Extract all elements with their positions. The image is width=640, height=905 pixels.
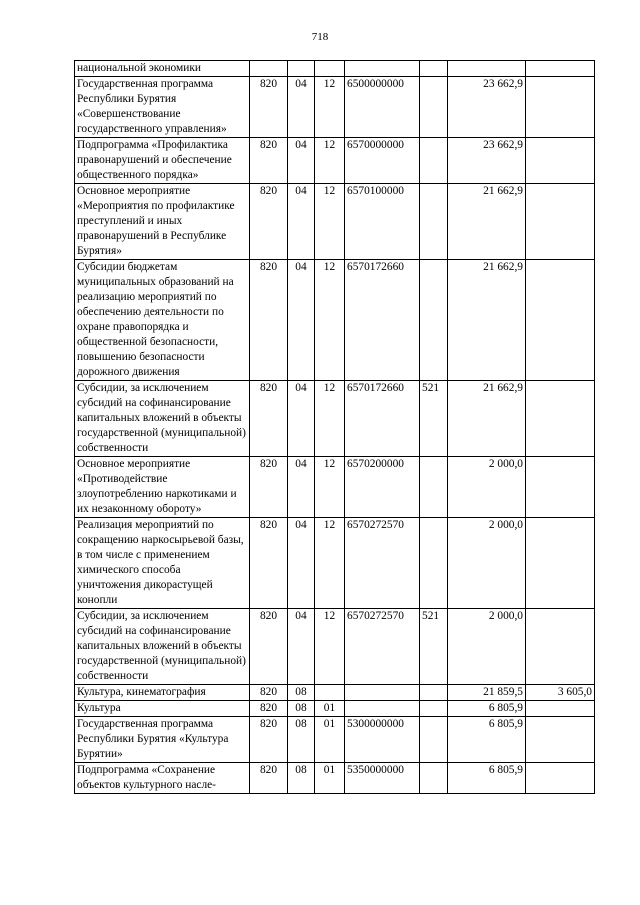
row-grbs-cell: 820 xyxy=(250,685,288,701)
table-row xyxy=(75,518,595,609)
row-target-article-cell: 6570172660 xyxy=(345,260,420,381)
row-grbs-cell: 820 xyxy=(250,701,288,717)
row-subsection-cell: 12 xyxy=(315,381,345,457)
row-name-cell: Культура, кинематография xyxy=(75,685,250,701)
row-grbs-cell: 820 xyxy=(250,457,288,518)
row-target-article-cell xyxy=(345,685,420,701)
row-subsection-cell: 12 xyxy=(315,457,345,518)
row-amount-cell: 21 662,9 xyxy=(448,184,526,260)
row-target-article-cell: 6570272570 xyxy=(345,518,420,609)
row-section-cell: 04 xyxy=(288,457,315,518)
row-grbs-cell xyxy=(250,61,288,77)
row-grbs-cell: 820 xyxy=(250,184,288,260)
row-subsection-cell: 12 xyxy=(315,77,345,138)
row-expense-type-cell xyxy=(420,138,448,184)
row-amount-cell: 6 805,9 xyxy=(448,763,526,794)
row-expense-type-cell xyxy=(420,685,448,701)
row-section-cell: 04 xyxy=(288,184,315,260)
row-subsection-cell: 12 xyxy=(315,260,345,381)
row-target-article-cell: 6570172660 xyxy=(345,381,420,457)
table-body xyxy=(75,61,595,794)
row-extra-amount-cell: 3 605,0 xyxy=(526,685,595,701)
row-grbs-cell: 820 xyxy=(250,77,288,138)
row-name-cell: Субсидии, за исключением субсидий на софинансирование капитальных вложений в объекты государственной (муниципальной) собственности xyxy=(75,609,250,685)
row-name-cell: Основное мероприятие «Противодействие злоупотреблению наркотиками и их незаконному обороту» xyxy=(75,457,250,518)
row-section-cell: 04 xyxy=(288,77,315,138)
row-name-cell: Культура xyxy=(75,701,250,717)
row-target-article-cell: 6500000000 xyxy=(345,77,420,138)
row-target-article-cell: 6570200000 xyxy=(345,457,420,518)
row-section-cell: 08 xyxy=(288,717,315,763)
row-expense-type-cell xyxy=(420,77,448,138)
row-subsection-cell: 01 xyxy=(315,717,345,763)
row-subsection-cell xyxy=(315,61,345,77)
row-subsection-cell: 01 xyxy=(315,701,345,717)
row-extra-amount-cell xyxy=(526,77,595,138)
row-expense-type-cell: 521 xyxy=(420,609,448,685)
row-expense-type-cell xyxy=(420,518,448,609)
row-expense-type-cell xyxy=(420,457,448,518)
budget-table xyxy=(74,60,595,794)
row-target-article-cell: 6570100000 xyxy=(345,184,420,260)
row-extra-amount-cell xyxy=(526,717,595,763)
table-row xyxy=(75,685,595,701)
row-extra-amount-cell xyxy=(526,61,595,77)
row-grbs-cell: 820 xyxy=(250,381,288,457)
row-subsection-cell: 12 xyxy=(315,184,345,260)
row-name-cell: Основное мероприятие «Мероприятия по профилактике преступлений и иных правонарушений в Республике Бурятия» xyxy=(75,184,250,260)
row-extra-amount-cell xyxy=(526,260,595,381)
row-subsection-cell: 01 xyxy=(315,763,345,794)
row-expense-type-cell xyxy=(420,184,448,260)
row-extra-amount-cell xyxy=(526,763,595,794)
row-grbs-cell: 820 xyxy=(250,518,288,609)
table-row xyxy=(75,260,595,381)
row-expense-type-cell xyxy=(420,717,448,763)
row-name-cell: Государственная программа Республики Бурятия «Совершенствование государственного управления» xyxy=(75,77,250,138)
row-expense-type-cell xyxy=(420,763,448,794)
row-name-cell: Субсидии, за исключением субсидий на софинансирование капитальных вложений в объекты государственной (муниципальной) собственности xyxy=(75,381,250,457)
row-amount-cell: 6 805,9 xyxy=(448,701,526,717)
row-expense-type-cell xyxy=(420,260,448,381)
row-name-cell: Подпрограмма «Сохранение объектов культурного насле- xyxy=(75,763,250,794)
row-extra-amount-cell xyxy=(526,701,595,717)
row-name-cell: Реализация мероприятий по сокращению наркосырьевой базы, в том числе с применением химического способа уничтожения дикорастущей конопли xyxy=(75,518,250,609)
row-section-cell: 04 xyxy=(288,381,315,457)
row-extra-amount-cell xyxy=(526,609,595,685)
table-row xyxy=(75,77,595,138)
row-target-article-cell: 6570272570 xyxy=(345,609,420,685)
page-number: 718 xyxy=(311,31,329,43)
row-amount-cell: 6 805,9 xyxy=(448,717,526,763)
row-target-article-cell: 5300000000 xyxy=(345,717,420,763)
row-section-cell: 08 xyxy=(288,701,315,717)
row-section-cell: 04 xyxy=(288,609,315,685)
row-subsection-cell: 12 xyxy=(315,138,345,184)
table-row xyxy=(75,609,595,685)
row-section-cell: 04 xyxy=(288,260,315,381)
row-expense-type-cell xyxy=(420,61,448,77)
row-section-cell: 04 xyxy=(288,138,315,184)
row-amount-cell: 2 000,0 xyxy=(448,609,526,685)
row-target-article-cell: 6570000000 xyxy=(345,138,420,184)
row-name-cell: Подпрограмма «Профилактика правонарушений и обеспечение общественного порядка» xyxy=(75,138,250,184)
row-extra-amount-cell xyxy=(526,138,595,184)
row-amount-cell xyxy=(448,61,526,77)
table-row xyxy=(75,381,595,457)
row-section-cell: 08 xyxy=(288,685,315,701)
row-name-cell: Субсидии бюджетам муниципальных образований на реализацию мероприятий по обеспечению деятельности по охране правопорядка и общественной безопасности, повышению безопасности дорожного движения xyxy=(75,260,250,381)
row-section-cell: 04 xyxy=(288,518,315,609)
row-amount-cell: 23 662,9 xyxy=(448,138,526,184)
row-amount-cell: 2 000,0 xyxy=(448,518,526,609)
row-grbs-cell: 820 xyxy=(250,609,288,685)
row-expense-type-cell xyxy=(420,701,448,717)
row-target-article-cell xyxy=(345,701,420,717)
table-row xyxy=(75,61,595,77)
row-section-cell: 08 xyxy=(288,763,315,794)
row-expense-type-cell: 521 xyxy=(420,381,448,457)
row-target-article-cell xyxy=(345,61,420,77)
row-amount-cell: 2 000,0 xyxy=(448,457,526,518)
table-row xyxy=(75,717,595,763)
row-extra-amount-cell xyxy=(526,184,595,260)
row-subsection-cell: 12 xyxy=(315,609,345,685)
row-grbs-cell: 820 xyxy=(250,138,288,184)
row-grbs-cell: 820 xyxy=(250,717,288,763)
table-row xyxy=(75,184,595,260)
row-name-cell: национальной экономики xyxy=(75,61,250,77)
row-name-cell: Государственная программа Республики Бурятия «Культура Бурятии» xyxy=(75,717,250,763)
row-extra-amount-cell xyxy=(526,457,595,518)
table-row xyxy=(75,457,595,518)
table-row xyxy=(75,763,595,794)
table-row xyxy=(75,701,595,717)
row-amount-cell: 21 662,9 xyxy=(448,260,526,381)
row-extra-amount-cell xyxy=(526,518,595,609)
table-row xyxy=(75,138,595,184)
row-amount-cell: 21 662,9 xyxy=(448,381,526,457)
row-amount-cell: 21 859,5 xyxy=(448,685,526,701)
row-grbs-cell: 820 xyxy=(250,763,288,794)
row-extra-amount-cell xyxy=(526,381,595,457)
row-subsection-cell: 12 xyxy=(315,518,345,609)
row-section-cell xyxy=(288,61,315,77)
row-grbs-cell: 820 xyxy=(250,260,288,381)
row-subsection-cell xyxy=(315,685,345,701)
row-amount-cell: 23 662,9 xyxy=(448,77,526,138)
row-target-article-cell: 5350000000 xyxy=(345,763,420,794)
